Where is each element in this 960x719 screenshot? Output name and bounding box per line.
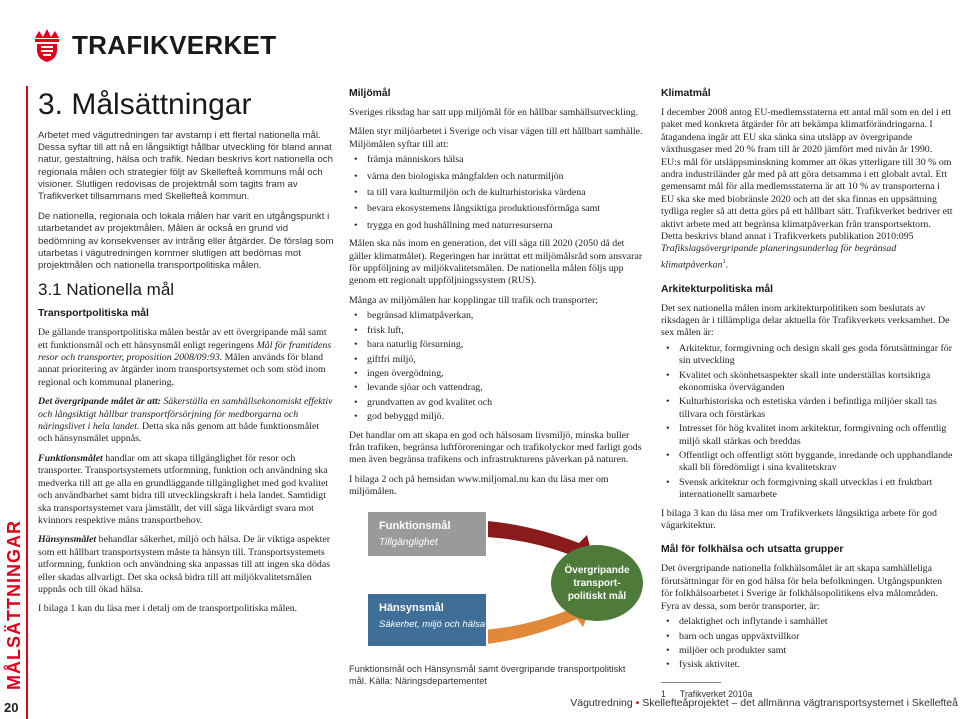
column-1	[38, 88, 334, 623]
miljomal-paragraph-2: Målen styr miljöarbetet i Sverige och visar vägen till ett hållbart samhälle. Miljömålen syftar till att:	[349, 126, 643, 150]
sub-heading: Transportpolitiska mål	[38, 308, 149, 320]
diagram-caption: Funktionsmål och Hänsynsmål samt övergripande transportpolitiskt mål. Källa: Näringsdepartementet	[349, 663, 626, 686]
transport-paragraph-3: Funktionsmålet handlar om att skapa tillgänglighet för resor och transporter. Transportsystemets utformning, funktion och användning ska medverka till att ge alla en grundläggande tillgänglighet med god kvalitet och användbarhet samt bidra till utvecklingskraft i hela landet. Samtidigt ska transportsystemet vara jämställt, det vill säga likvärdigt svara mot kvinnors respektive mäns transportbehov.	[38, 452, 329, 526]
folkhalsa-list	[661, 616, 953, 672]
footnote-number: 1	[661, 688, 666, 699]
list-item: • frisk luft,	[349, 325, 643, 337]
list-item: • Kvalitet och skönhetsaspekter skall inte underställas kortsiktiga ekonomiska överväganden	[661, 370, 953, 395]
page-title: 3. Målsättningar	[38, 88, 252, 121]
list-item: • bara naturlig försurning,	[349, 339, 643, 351]
footer-text-a: Vägutredning	[570, 697, 633, 709]
column-2	[349, 88, 643, 687]
arkitektur-heading: Arkitekturpolitiska mål	[661, 283, 774, 295]
list-item: • miljöer och produkter samt	[661, 645, 953, 657]
list-item: • Arkitektur, formgivning och design skall ges goda förutsättningar för sin utveckling	[661, 343, 953, 368]
miljomal-paragraph-4: Många av miljömålen har kopplingar till trafik och transporter;	[349, 294, 598, 306]
goals-diagram-svg	[349, 507, 643, 657]
page-footer	[560, 697, 958, 709]
funktionsmal-box	[367, 511, 487, 557]
funktionsmal-title: Funktionsmål	[379, 519, 451, 532]
footer-text-b: Skellefteåprojektet – det allmänna vägtransportsystemet i Skellefteå	[642, 697, 958, 709]
list-item: • värna den biologiska mångfalden och naturmiljön	[349, 171, 643, 183]
list-item: • giftfri miljö,	[349, 354, 643, 366]
miljomal-paragraph-3: Målen ska nås inom en generation, det vill säga till 2020 (2050 då det gäller klimatmålet). Regeringen har inrättat ett miljömålsråd som ansvarar för uppföljning av miljökvalitetsmålen. De nationella målen följs upp genom ett regionalt uppföljningssystem (RUS).	[349, 238, 643, 287]
list-item: • barn och ungas uppväxtvillkor	[661, 631, 953, 643]
list-item: • ta till vara kulturmiljön och de kulturhistoriska värdena	[349, 187, 643, 199]
list-item: • delaktighet och inflytande i samhället	[661, 616, 953, 628]
list-item: • god bebyggd miljö.	[349, 411, 643, 423]
arkitektur-list	[661, 343, 953, 502]
list-item: • Svensk arkitektur och formgivning skall utvecklas i ett fruktbart internationellt samarbete	[661, 477, 953, 502]
section-vertical-label: MÅLSÄTTNINGAR	[4, 520, 24, 690]
list-item: • begränsad klimatpåverkan,	[349, 310, 643, 322]
logo-text: TRAFIKVERKET	[72, 29, 277, 60]
list-item: • grundvatten av god kvalitet och	[349, 397, 643, 409]
list-item: • Intresset för hög kvalitet inom arkitektur, formgivning och offentlig miljö skall stärkas och breddas	[661, 423, 953, 448]
list-item: • bevara ekosystemens långsiktiga produktionsförmåga samt	[349, 203, 643, 215]
column-3	[661, 88, 953, 699]
transport-paragraph-5: I bilaga 1 kan du läsa mer i detalj om de transportpolitiska målen.	[38, 603, 298, 615]
footnote-rule	[661, 682, 721, 683]
list-item: • trygga en god hushållning med naturresurserna	[349, 220, 643, 232]
overgripande-title-3: politiskt mål	[567, 590, 627, 602]
list-item: • levande sjöar och vattendrag,	[349, 382, 643, 394]
list-item: • Kulturhistoriska och estetiska värden i befintliga miljöer skall tas tillvara och förstärkas	[661, 396, 953, 421]
hansynsmal-title: Hänsynsmål	[379, 601, 444, 614]
miljomal-paragraph-5: Det handlar om att skapa en god och hälsosam livsmiljö, minska buller från trafiken, begränsa luftföroreningar och trafikolyckor med farligt gods men även begränsa trafikens och infrastrukturens påverkan på naturen.	[349, 429, 642, 466]
klimatmal-heading: Klimatmål	[661, 88, 711, 99]
list-item: • främja människors hälsa	[349, 154, 643, 166]
intro-paragraph-2: De nationella, regionala och lokala målen har varit en utgångspunkt i utarbetandet av projektmålen. Målen är också en grund vid bedömning av konsekvenser av intrång eller åtgärder. De förslag som utarbetas i vägutredningen kommer slutligen att bedömas mot projektmålen och nationella transportpolitiska målen.	[38, 211, 334, 272]
klimatmal-paragraph: I december 2008 antog EU-medlemsstaterna ett antal mål som en del i ett paket med konkreta åtgärder för att bekämpa klimatförändringarna. I åtagandena ingår att EU ska sänka sina utsläpp av övergripande växthusgaser med 20 % fram till år 2020 jämfört med nivån år 1990. EU:s mål för utsläppsminskning kommer att ökas ytterligare till 30 % om andra industriländer går med på att göra detsamma i ett globalt avtal. Ett gemensamt mål för alla medlemsstaterna är att 10 % av transporterna i EU ska ske med biobränsle 2020 och att det ska finnas en uppsättning tydliga regler så att detta görs på ett hållbart sätt. Trafikverket bedriver ett aktivt arbete med att begränsa klimatpåverkan från transportsektorn. Detta beskrivs bland annat i Trafikverkets publikation 2010:095 Trafikslagsövergripande planeringsunderlag för begränsad klimatpåverkan$^1$.	[661, 107, 953, 271]
funktionsmal-sub: Tillgänglighet	[379, 536, 438, 548]
folkhalsa-paragraph: Det övergripande nationella folkhälsomålet är att skapa samhälleliga förutsättningar för en god hälsa för hela befolkningen. Utgångspunkten för folkhälsoarbetet i Sverige är folkhälsopolitikens elva målområden. Fyra av dessa, som berör transporter, är:	[661, 563, 943, 612]
list-item: • Offentligt och offentligt stött byggande, inredande och upphandlande skall bli föredömligt i sina kvalitetskrav	[661, 450, 953, 475]
crown-logo-icon	[28, 26, 66, 64]
transport-paragraph-2: Det övergripande målet är att: Säkerställa en samhällsekonomiskt effektiv och långsiktigt hållbar transportförsörjning för medborgarna och näringslivet i hela landet. Detta ska nås genom att både funktionsmålet och hänsynsmålet uppnås.	[38, 396, 333, 445]
overgripande-title-1: Övergripande	[564, 564, 630, 576]
overgripande-title-2: transport-	[573, 577, 621, 589]
intro-paragraph-1: Arbetet med vägutredningen tar avstamp i ett flertal nationella mål. Dessa syftar till att nå en långsiktigt hållbar utveckling för bland annat natur, gestaltning, hälsa och trafik. Nedan beskrivs kort nationella och regionala målen och strategier följt av Skellefteå kommuns mål och visioner. Slutligen redovisas de projektmål som tagits fram av Trafikverket tillsammans med Skellefteå kommun.	[38, 130, 333, 203]
miljomal-paragraph-6: I bilaga 2 och på hemsidan www.miljomal.nu kan du läsa mer om miljömålen.	[349, 473, 609, 498]
goals-diagram	[349, 507, 643, 657]
arkitektur-paragraph-2: I bilaga 3 kan du läsa mer om Trafikverkets långsiktiga arbete för god vägarkitektur.	[661, 507, 937, 532]
miljomal-list-1	[349, 154, 643, 232]
miljomal-list-2	[349, 310, 643, 423]
section-heading: 3.1 Nationella mål	[38, 280, 175, 300]
folkhalsa-heading: Mål för folkhälsa och utsatta grupper	[661, 544, 844, 556]
transport-paragraph-1: De gällande transportpolitiska målen består av ett övergripande mål samt ett funktionsmål och ett hänsynsmål enligt regeringens Mål för framtidens resor och transporter, proposition 2008/09:93. Målen används för bland annat prioritering av åtgärder inom transportsystemet och som stöd inom regional och kommunal planering.	[38, 327, 332, 388]
transport-paragraph-4: Hänsynsmålet behandlar säkerhet, miljö och hälsa. De är viktiga aspekter som ett hållbart transportsystem måste ta hänsyn till. Transportsystemets utformning, funktion och användning ska anpassas till att ingen ska dödas eller skadas allvarligt. Det ska också bidra till att miljökvalitetsmålen uppnås och till ökad hälsa.	[38, 534, 331, 595]
footnote-text: Trafikverket 2010a	[679, 688, 753, 699]
arkitektur-paragraph-1: Det sex nationella målen inom arkitekturpolitiken som beslutats av riksdagen är i tillämpliga delar aktuella för Trafikverkets verksamhet. De sex målen är:	[661, 302, 950, 339]
list-item: • fysisk aktivitet.	[661, 659, 953, 671]
list-item: • ingen övergödning,	[349, 368, 643, 380]
footer-separator: •	[635, 697, 640, 709]
margin-rule	[26, 86, 28, 719]
side-label	[2, 520, 26, 690]
trafikverket-logo	[28, 26, 276, 64]
miljomal-paragraph-1: Sveriges riksdag har satt upp miljömål för en hållbar samhällsutveckling.	[349, 107, 639, 118]
hansynsmal-sub: Säkerhet, miljö och hälsa	[379, 618, 486, 630]
page-number: 20	[4, 700, 19, 715]
miljomal-heading: Miljömål	[349, 88, 391, 99]
